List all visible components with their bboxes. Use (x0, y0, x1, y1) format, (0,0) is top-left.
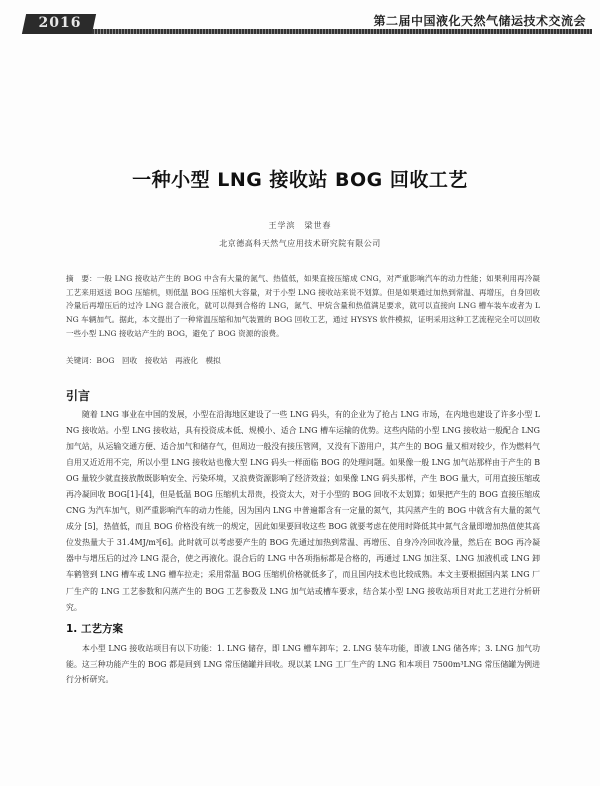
abstract-text: 一般 LNG 接收站产生的 BOG 中含有大量的氮气、热值低，如果直接压缩成 CNG，对严重影响汽车的动力性能；如果利用再冷凝工艺来用返送 BOG 压缩机，则低温 BOG 压缩机大容量，对于小型 LNG 接收站来说不划算。但是如果通过加热到常温、再增压，自身回收冷量后再增压后的过冷 LNG 混合液化，就可以得到合格的 LNG，氮气、甲烷含量和热值满足要求，就可以直接向 LNG 槽车装车或者为 LNG 车辆加气。据此，本文提出了一种常温压缩和加气装置的 BOG 回收工艺，通过 HYSYS 软件模拟，证明采用这种工艺流程完全可以回收一些小型 LNG 接收站产生的 BOG，避免了 BOG 资源的浪费。 (66, 274, 540, 338)
page-header (0, 0, 600, 34)
abstract-label: 摘 要： (66, 274, 97, 283)
process-paragraph: 本小型 LNG 接收站项目有以下功能：1. LNG 储存，即 LNG 槽车卸车；2. LNG 装车功能，即液 LNG 储各库；3. LNG 加气功能。这三种功能产生的 BOG 都是回到 LNG 常压储罐并回收。现以某 LNG 工厂生产的 LNG 和本项目 7500m³LNG 常压储罐为例进行分析研究。 (66, 644, 540, 685)
header-divider (92, 29, 592, 34)
intro-paragraph: 随着 LNG 事业在中国的发展，小型在沿海地区建设了一些 LNG 码头，有的企业为了抢占 LNG 市场，在内地也建设了许多小型 LNG 接收站。小型 LNG 接收站，具有投资成本低、规模小、适合 LNG 槽车运输的优势。这些内陆的小型 LNG 接收站一般配合 LNG 加气站，从运输交通方便、适合加气和储存气，但周边一般没有接压管网，又没有下游用户，其产生的 BOG 量又相对较少，作为燃料气自用又近近用不完，所以小型 LNG 接收站也像大型 LNG 码头一样面临 BOG 的处理问题。如果像一般 LNG 加气站那样由于产生的 BOG 量较少就直接放散既影响安全、污染环境，又浪费资源影响了经济效益；如果像 LNG 码头那样，产生 BOG 量大，可用直接压缩或再冷凝回收 BOG[1]-[4]，但是低温 BOG 压缩机太昂贵，投资太大，对于小型的 BOG 回收不太划算；如果把产生的 BOG 直接压缩成 CNG 为汽车加气，则严重影响汽车的动力性能，因为国内 LNG 中普遍都含有一定量的氮气，其闪蒸产生的 BOG 中就含有大量的氮气成分 [5]，热值低，而且 BOG 价格没有统一的规定，因此如果要回收这些 BOG 就要考虑在使用时降低其中氮气含量即增加热值使其高位发热量大于 31.4MJ/m³[6]。此时就可以考虑要产生的 BOG 先通过加热到常温、再增压、自身冷冷回收冷量，然后在 BOG 再冷凝器中与增压后的过冷 LNG 混合，使之再液化。混合后的 LNG 中各项指标都是合格的，再通过 LNG 加注泵、LNG 加液机或 LNG 卸车鹤管到 LNG 槽车或 LNG 槽车拉走；采用常温 BOG 压缩机价格就低多了，而且国内技术也比较成熟。本文主要根据国内某 LNG 厂厂生产的 LNG 工艺参数和闪蒸产生的 BOG 工艺参数及 LNG 加气站或槽车要求，结合某小型 LNG 接收站项目对此工艺进行分析研究。 (66, 410, 540, 612)
section-heading-intro: 引言 (66, 389, 91, 403)
header-year: 2016 (38, 15, 82, 31)
conference-title: 第二届中国液化天然气储运技术交流会 (373, 14, 586, 28)
paper-authors: 王学滨 梁世春 (268, 221, 332, 230)
keywords: 关键词：BOG 回收 接收站 再液化 模拟 (66, 356, 221, 365)
abstract (66, 272, 540, 341)
paper-affiliation: 北京德高科天然气应用技术研究院有限公司 (219, 239, 381, 248)
section-heading-process: 1. 工艺方案 (66, 623, 123, 635)
paper-title: 一种小型 LNG 接收站 BOG 回收工艺 (132, 169, 468, 191)
